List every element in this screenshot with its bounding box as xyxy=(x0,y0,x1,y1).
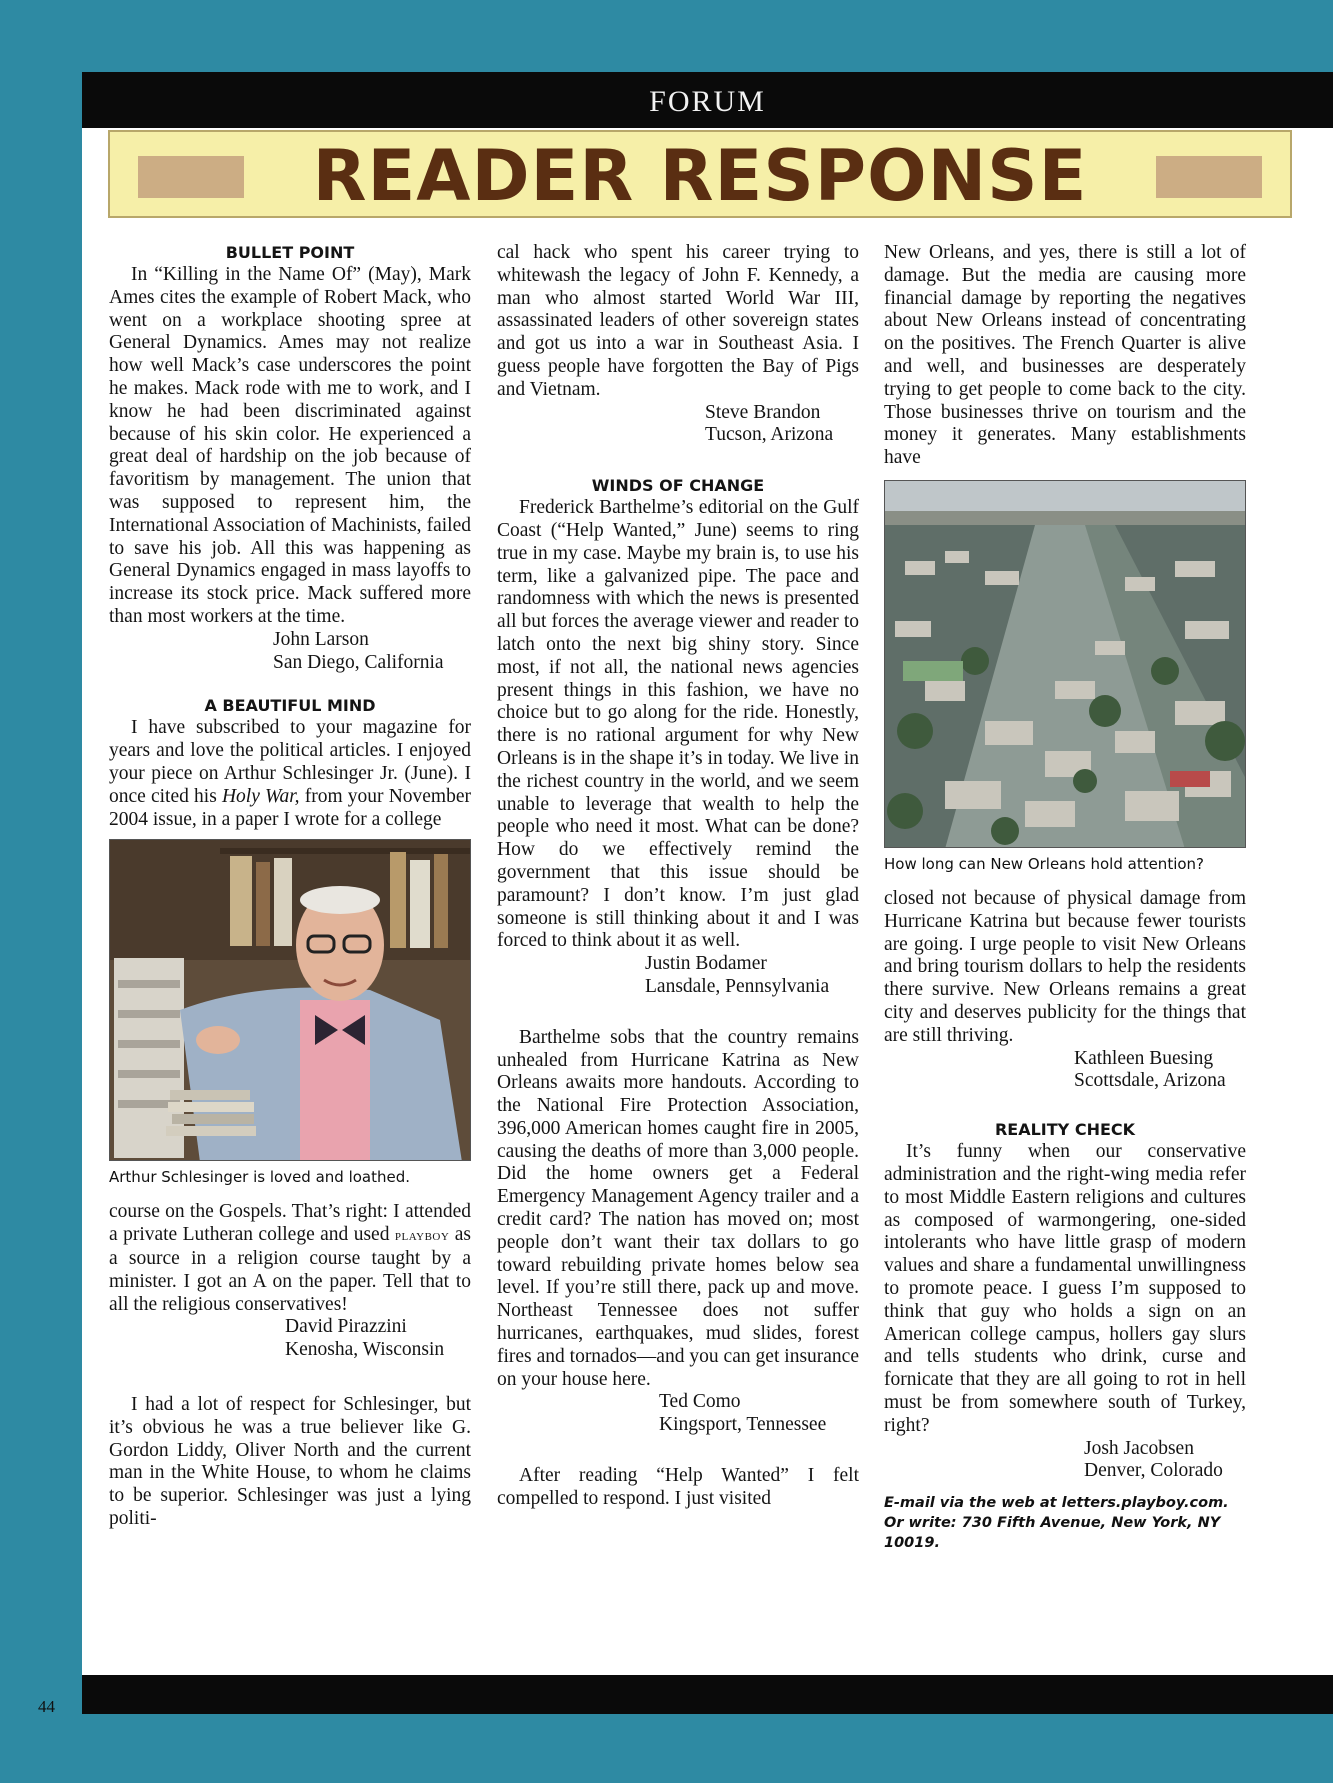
banner-decoration-right xyxy=(1156,156,1262,198)
photo-caption: How long can New Orleans hold attention? xyxy=(884,854,1205,873)
column-2 xyxy=(497,242,859,1511)
signature-place: Tucson, Arizona xyxy=(705,424,834,446)
schlesinger-photo xyxy=(109,839,471,1161)
letter-body: New Orleans, and yes, there is still a lot of damage. But the media are causing more financial damage by reporting the negatives about New Orleans instead of concentrating on the positives. The French Quarter is alive and well, and businesses are desperately trying to get people to come back to the city. Those businesses thrive on tourism and the money it generates. Many establishments have xyxy=(884,242,1246,469)
signature-place: Lansdale, Pennsylvania xyxy=(645,975,830,997)
signature-name: Josh Jacobsen xyxy=(1084,1437,1194,1459)
letter-body: In “Killing in the Name Of” (May), Mark Ames cites the example of Robert Mack, who went on a workplace shooting spree at General Dynamics. Ames may not realize how well Mack’s case underscores the point he makes. Mack rode with me to work, and I know he had been discriminated against because of his skin color. He experienced a great deal of hardship on the job because of favoritism by management. The union that was supposed to represent him, the International Association of Machinists, failed to save his job. All this was happening as General Dynamics engaged in mass layoffs to increase its stock price. Mack suffered more than most workers at the time. xyxy=(109,264,471,627)
signature-name: David Pirazzini xyxy=(285,1316,407,1338)
title-banner xyxy=(108,130,1292,218)
letter-signature xyxy=(497,1391,859,1437)
letter-signature xyxy=(497,953,859,999)
letter-body: I had a lot of respect for Schlesinger, but it’s obvious he was a true believer like G. Gordon Liddy, Oliver North and the current man in the White House, to whom he claims to be superior. Schlesinger was just a lying politi- xyxy=(109,1393,471,1529)
signature-name: Ted Como xyxy=(659,1391,741,1413)
letter-body: It’s funny when our conservative administration and the right-wing media refer to most Middle Eastern religions and cultures as composed of warmongering, one-sided intolerants who have little grasp of modern values and share a fundamental unwillingness to promote peace. I guess I’m supposed to think that guy who holds a sign on an American college campus, hollers gay slurs and tells students who drink, curse and fornicate that they are all going to rot in hell must be from somewhere south of Turkey, right? xyxy=(884,1141,1246,1436)
magazine-name: playboy xyxy=(394,1227,450,1245)
page-number: 44 xyxy=(38,1697,55,1716)
flood-aerial-image xyxy=(885,481,1246,848)
signature-name: Steve Brandon xyxy=(705,401,821,423)
section-label: FORUM xyxy=(82,72,1333,128)
column-1 xyxy=(109,242,471,1531)
letter-heading: BULLET POINT xyxy=(225,243,355,262)
signature-name: John Larson xyxy=(273,628,369,650)
signature-name: Justin Bodamer xyxy=(645,953,767,975)
signature-place: Kingsport, Tennessee xyxy=(659,1414,827,1436)
letter-signature xyxy=(884,1438,1246,1484)
column-3 xyxy=(884,242,1246,1553)
photo-caption: Arthur Schlesinger is loved and loathed. xyxy=(109,1168,411,1187)
portrait-image xyxy=(110,840,471,1161)
bottom-bar xyxy=(82,1675,1333,1714)
signature-place: Kenosha, Wisconsin xyxy=(285,1339,445,1361)
signature-place: Scottsdale, Arizona xyxy=(1074,1070,1226,1092)
letter-body: Frederick Barthelme’s editorial on the Gulf Coast (“Help Wanted,” June) seems to ring true in my case. Maybe my brain is, to use his term, like a galvanized pipe. The pace and randomness with which the news is presented all but forces the average viewer and reader to latch onto the next big shiny story. Since most, if not all, the national news agencies present things in this fashion, we have no choice but to go along for the ride. Honestly, there is no rational argument for why New Orleans is in the shape it’s in today. We live in the richest country in the world, and we seem unable to leverage that wealth to help the people who need it most. What can be done? How do we effectively remind the government that this issue should be paramount? I don’t know. I’m just glad someone is still thinking about it and I was forced to think about it as well. xyxy=(497,497,859,952)
letter-signature xyxy=(109,629,471,675)
letter-body: I have subscribed to your magazine for years and love the political articles. I enjoyed your piece on Arthur Schlesinger Jr. (June). I once cited his Holy War, from your November 2004 issue, in a paper I wrote for a college xyxy=(109,717,471,830)
magazine-page xyxy=(82,72,1333,1714)
contact-note: E-mail via the web at letters.playboy.com. Or write: 730 Fifth Avenue, New York, NY 10019. xyxy=(884,1495,1229,1552)
letter-signature xyxy=(884,1048,1246,1094)
letter-heading: REALITY CHECK xyxy=(994,1120,1136,1140)
letter-body: After reading “Help Wanted” I felt compelled to respond. I just visited xyxy=(497,1465,859,1509)
signature-place: Denver, Colorado xyxy=(1084,1460,1223,1482)
letter-signature xyxy=(497,402,859,448)
letter-body: cal hack who spent his career trying to whitewash the legacy of John F. Kennedy, a man who almost started World War III, assassinated leaders of other sovereign states and got us into a war in Southeast Asia. I guess people have forgotten the Bay of Pigs and Vietnam. xyxy=(497,242,859,400)
letter-body: course on the Gospels. That’s right: I attended a private Lutheran college and used playboy as a source in a religion course taught by a minister. I got an A on the paper. Tell that to all the religious conservatives! xyxy=(109,1201,471,1315)
letter-body: Barthelme sobs that the country remains unhealed from Hurricane Katrina as New Orleans awaits more handouts. According to the National Fire Protection Association, 396,000 American homes caught fire in 2005, causing the deaths of more than 3,000 people. Did the home owners get a Federal Emergency Management Agency trailer and a credit card? The nation has moved on; most people don’t want their tax dollars to go toward rebuilding private homes below sea level. If you’re still there, pack up and move. Northeast Tennessee does not suffer hurricanes, earthquakes, mud slides, forest fires and tornados—and you can get insurance on your house here. xyxy=(497,1026,859,1390)
letter-body: closed not because of physical damage from Hurricane Katrina but because fewer tourists are going. I urge people to visit New Orleans and bring tourism dollars to help the residents there survive. New Orleans remains a great city and deserves publicity for the things that are still thriving. xyxy=(884,887,1246,1046)
letter-heading: A BEAUTIFUL MIND xyxy=(204,696,376,716)
letter-signature xyxy=(109,1316,471,1362)
letter-heading: WINDS OF CHANGE xyxy=(591,476,765,496)
signature-place: San Diego, California xyxy=(273,651,444,673)
signature-name: Kathleen Buesing xyxy=(1074,1047,1214,1069)
new-orleans-photo xyxy=(884,480,1246,848)
italic-title: Holy War, xyxy=(221,785,300,807)
page-title: READER RESPONSE xyxy=(312,135,1088,217)
